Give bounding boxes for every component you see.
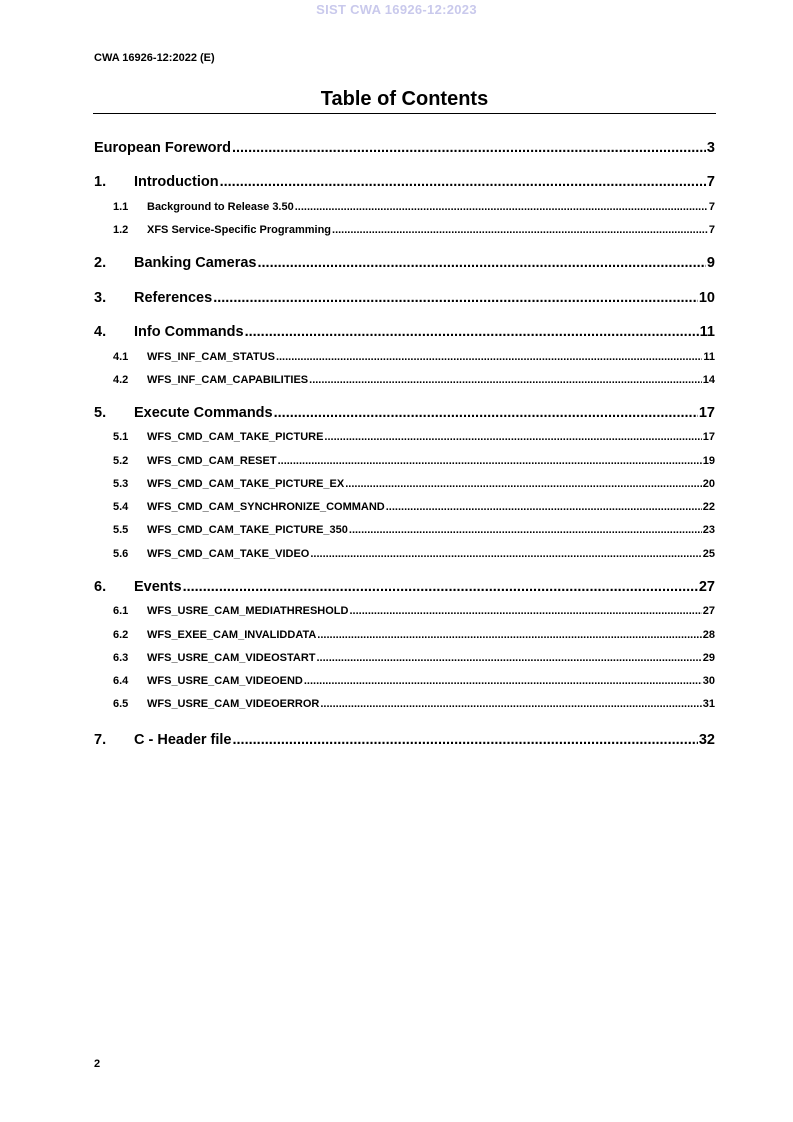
toc-entry-usre-videoerror[interactable]: [94, 698, 715, 710]
toc-entry-label: WFS_CMD_CAM_TAKE_PICTURE: [147, 431, 324, 443]
toc-entry-inf-cam-status[interactable]: [94, 351, 715, 363]
toc-entry-xfs-programming[interactable]: [94, 224, 715, 236]
toc-entry-label: European Foreword: [94, 140, 231, 156]
toc-entry-label: WFS_CMD_CAM_TAKE_PICTURE_350: [147, 524, 348, 536]
toc-entry-number: 6.: [94, 579, 107, 595]
toc-entry-label: Execute Commands: [134, 405, 273, 421]
toc-entry-label: WFS_INF_CAM_CAPABILITIES: [147, 374, 309, 386]
toc-entry-page: 7: [708, 224, 715, 236]
toc-entry-cmd-take-picture-ex[interactable]: [94, 478, 715, 490]
toc-entry-page: 7: [706, 174, 715, 190]
toc-entry-number: 5.3: [113, 478, 129, 490]
toc-leader-dots: [332, 224, 708, 236]
toc-entry-label: WFS_EXEE_CAM_INVALIDDATA: [147, 629, 317, 641]
toc-entry-label: Events: [134, 579, 182, 595]
toc-entry-number: 4.1: [113, 351, 129, 363]
toc-leader-dots: [386, 501, 702, 513]
toc-leader-dots: [183, 579, 698, 595]
toc-entry-label: Background to Release 3.50: [147, 201, 294, 213]
toc-entry-number: 5.6: [113, 548, 129, 560]
toc-entry-number: 5.: [94, 405, 107, 421]
toc-entry-label: WFS_USRE_CAM_VIDEOSTART: [147, 652, 316, 664]
toc-entry-background[interactable]: [94, 201, 715, 213]
toc-entry-number: 5.1: [113, 431, 129, 443]
toc-leader-dots: [317, 629, 701, 641]
toc-entry-number: 6.5: [113, 698, 129, 710]
toc-entry-page: 25: [702, 548, 715, 560]
toc-entry-label: WFS_USRE_CAM_MEDIATHRESHOLD: [147, 605, 349, 617]
toc-leader-dots: [213, 290, 698, 306]
toc-entry-page: 22: [702, 501, 715, 513]
toc-entry-usre-videostart[interactable]: [94, 652, 715, 664]
toc-leader-dots: [324, 431, 701, 443]
toc-entry-label: WFS_CMD_CAM_TAKE_PICTURE_EX: [147, 478, 345, 490]
toc-entry-label: Banking Cameras: [134, 255, 257, 271]
toc-entry-number: 5.5: [113, 524, 129, 536]
toc-entry-label: C - Header file: [134, 732, 232, 748]
toc-entry-number: 2.: [94, 255, 107, 271]
toc-entry-cmd-synchronize[interactable]: [94, 501, 715, 513]
toc-entry-page: 11: [703, 351, 715, 363]
toc-entry-number: 3.: [94, 290, 107, 306]
toc-entry-page: 23: [702, 524, 715, 536]
toc-entry-page: 30: [702, 675, 715, 687]
toc-entry-page: 7: [708, 201, 715, 213]
toc-entry-number: 5.2: [113, 455, 129, 467]
toc-entry-page: 32: [698, 732, 715, 748]
toc-leader-dots: [232, 140, 706, 156]
toc-entry-page: 17: [702, 431, 715, 443]
toc-entry-page: 17: [698, 405, 715, 421]
page-title: Table of Contents: [320, 88, 489, 110]
toc-entry-events[interactable]: [94, 579, 715, 595]
toc-leader-dots: [349, 605, 701, 617]
toc-entry-cmd-take-picture-350[interactable]: [94, 524, 715, 536]
toc-entry-page: 27: [702, 605, 715, 617]
toc-entry-number: 1.2: [113, 224, 129, 236]
toc-leader-dots: [276, 351, 702, 363]
toc-entry-usre-videoend[interactable]: [94, 675, 715, 687]
toc-entry-number: 4.2: [113, 374, 129, 386]
toc-entry-cmd-take-picture[interactable]: [94, 431, 715, 443]
toc-entry-usre-mediathreshold[interactable]: [94, 605, 715, 617]
toc-entry-introduction[interactable]: [94, 174, 715, 190]
toc-leader-dots: [316, 652, 701, 664]
toc-entry-number: 6.2: [113, 629, 129, 641]
toc-leader-dots: [258, 255, 706, 271]
toc-entry-inf-cam-capabilities[interactable]: [94, 374, 715, 386]
toc-entry-label: WFS_USRE_CAM_VIDEOERROR: [147, 698, 320, 710]
toc-entry-page: 3: [706, 140, 715, 156]
title-divider: [93, 113, 716, 114]
toc-entry-page: 31: [702, 698, 715, 710]
toc-entry-page: 11: [699, 324, 715, 340]
toc-entry-execute-commands[interactable]: [94, 405, 715, 421]
toc-entry-label: Introduction: [134, 174, 219, 190]
toc-entry-page: 29: [702, 652, 715, 664]
document-id: CWA 16926-12:2022 (E): [94, 52, 215, 64]
toc-entry-number: 6.1: [113, 605, 129, 617]
toc-entry-cmd-take-video[interactable]: [94, 548, 715, 560]
toc-entry-page: 20: [702, 478, 715, 490]
toc-leader-dots: [278, 455, 702, 467]
toc-entry-label: References: [134, 290, 213, 306]
watermark: SIST CWA 16926-12:2023: [316, 2, 477, 17]
toc-entry-label: WFS_USRE_CAM_VIDEOEND: [147, 675, 303, 687]
toc-entry-number: 6.4: [113, 675, 129, 687]
toc-leader-dots: [345, 478, 702, 490]
toc-entry-page: 10: [698, 290, 715, 306]
toc-entry-number: 4.: [94, 324, 107, 340]
toc-leader-dots: [274, 405, 698, 421]
toc-leader-dots: [304, 675, 702, 687]
toc-leader-dots: [245, 324, 699, 340]
toc-entry-number: 1.: [94, 174, 107, 190]
toc-leader-dots: [310, 548, 701, 560]
toc-leader-dots: [233, 732, 698, 748]
toc-leader-dots: [320, 698, 701, 710]
toc-entry-page: 14: [702, 374, 715, 386]
toc-entry-number: 1.1: [113, 201, 129, 213]
toc-leader-dots: [220, 174, 706, 190]
toc-leader-dots: [309, 374, 702, 386]
toc-entry-page: 27: [698, 579, 715, 595]
toc-entry-number: 5.4: [113, 501, 129, 513]
toc-entry-exee-invaliddata[interactable]: [94, 629, 715, 641]
toc-entry-page: 28: [702, 629, 715, 641]
toc-entry-label: WFS_CMD_CAM_SYNCHRONIZE_COMMAND: [147, 501, 385, 513]
toc-entry-cmd-reset[interactable]: [94, 455, 715, 467]
toc-entry-page: 9: [706, 255, 715, 271]
page-number: 2: [94, 1058, 101, 1070]
toc-entry-label: WFS_INF_CAM_STATUS: [147, 351, 275, 363]
toc-entry-label: XFS Service-Specific Programming: [147, 224, 332, 236]
toc-entry-c-header-file[interactable]: [94, 732, 715, 748]
toc-leader-dots: [349, 524, 702, 536]
toc-entry-number: 6.3: [113, 652, 129, 664]
toc-entry-european-foreword[interactable]: [94, 140, 715, 156]
toc-entry-label: WFS_CMD_CAM_TAKE_VIDEO: [147, 548, 310, 560]
toc-entry-references[interactable]: [94, 290, 715, 306]
toc-entry-info-commands[interactable]: [94, 324, 715, 340]
toc-entry-number: 7.: [94, 732, 107, 748]
toc-entry-banking-cameras[interactable]: [94, 255, 715, 271]
toc-entry-page: 19: [702, 455, 715, 467]
toc-entry-label: Info Commands: [134, 324, 244, 340]
toc-entry-label: WFS_CMD_CAM_RESET: [147, 455, 277, 467]
toc-leader-dots: [295, 201, 708, 213]
